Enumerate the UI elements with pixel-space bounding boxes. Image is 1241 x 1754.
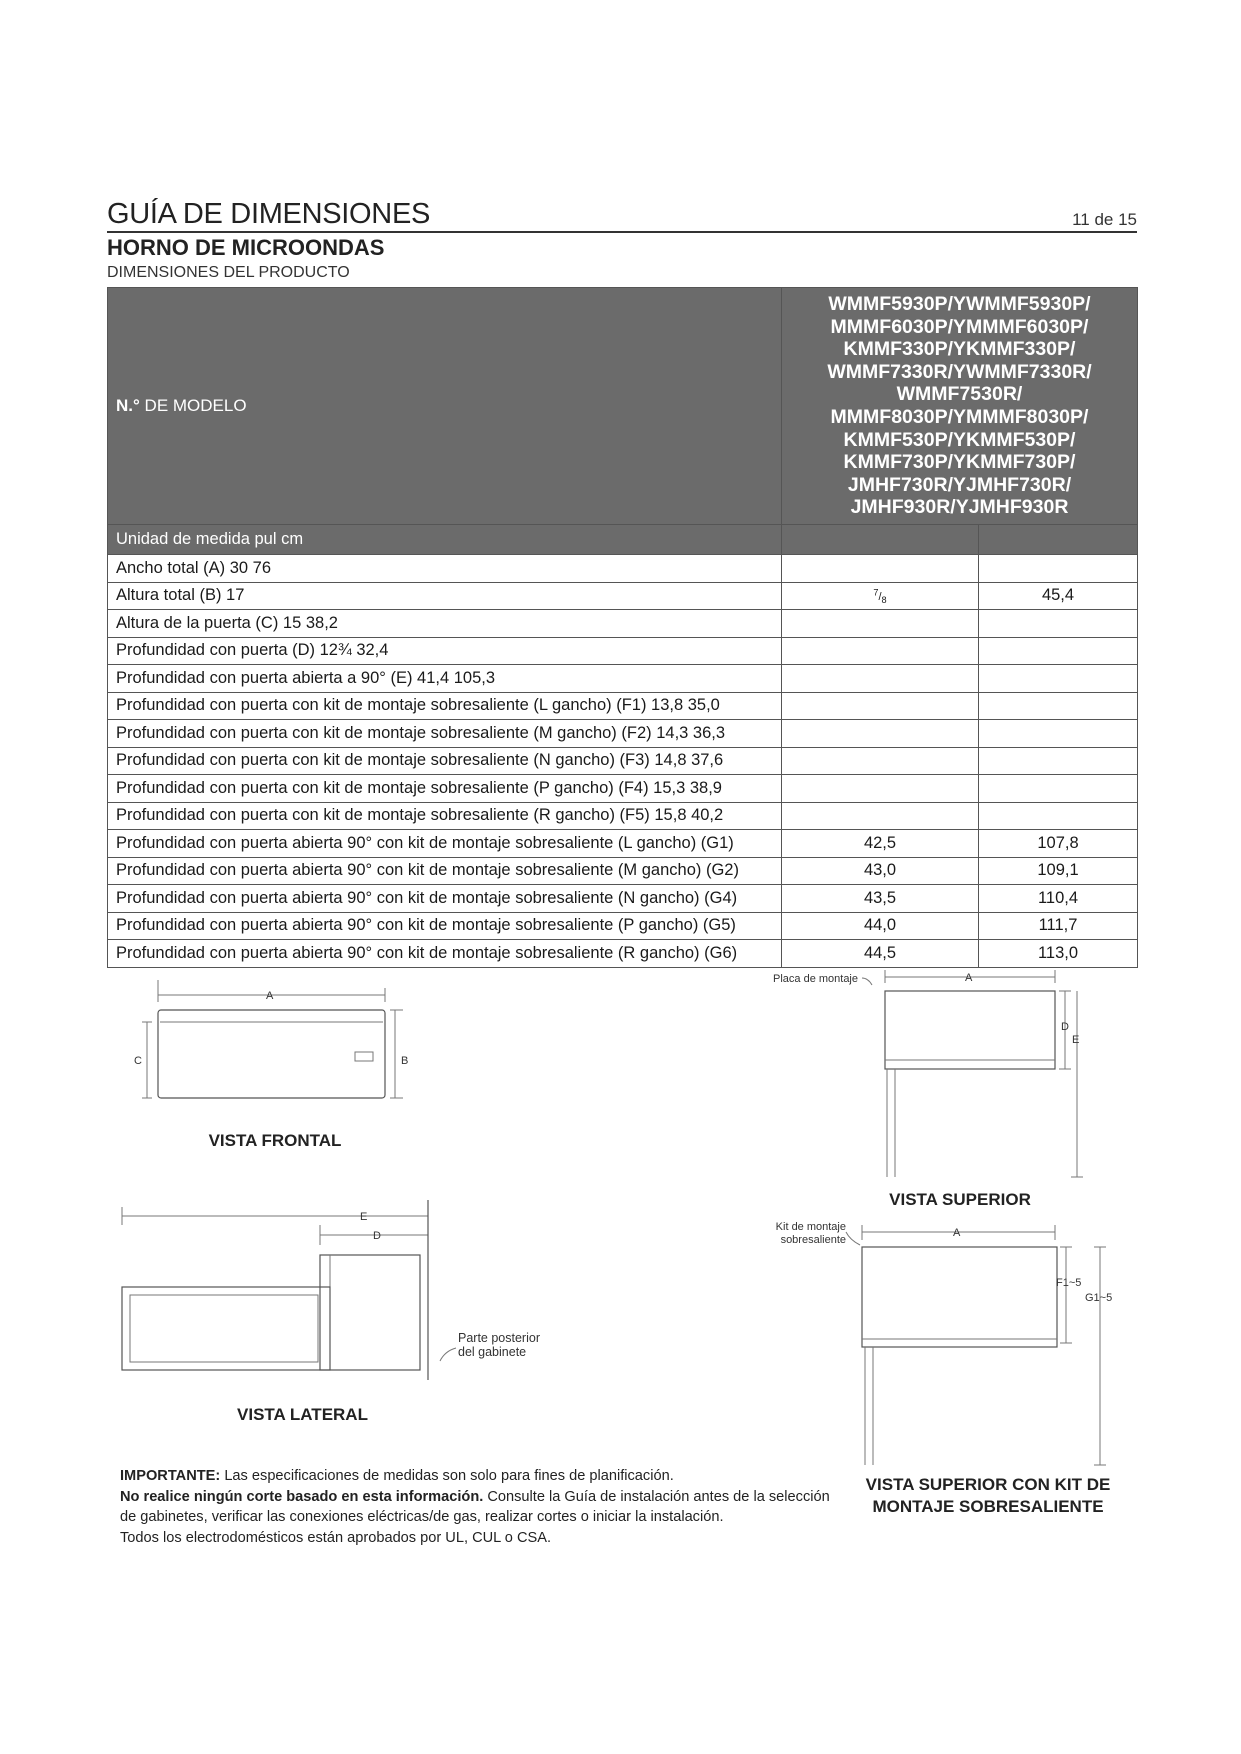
mounting-plate-label: Placa de montaje [773, 973, 858, 985]
cabinet-back-label-1: Parte posterior [458, 1331, 540, 1345]
value-cm: 45,4 [979, 582, 1138, 610]
value-cm [979, 775, 1138, 803]
value-cm [979, 637, 1138, 665]
table-row [108, 692, 1138, 720]
important-note: IMPORTANTE: Las especificaciones de medidas son solo para fines de planificación. [120, 1468, 674, 1484]
value-in [782, 555, 979, 583]
value-in [782, 775, 979, 803]
warning-note: No realice ningún corte basado en esta información. Consulte la Guía de instalación antes de la selección de gabinetes, verificar las conexiones eléctricas/de gas, realizar cortes o iniciar la instalación. [120, 1488, 830, 1525]
value-in [782, 637, 979, 665]
value-cm: 111,7 [979, 912, 1138, 940]
model-name: WMMF7330R/YWMMF7330R/ [827, 360, 1092, 383]
table-row [108, 775, 1138, 803]
row-label: Profundidad con puerta abierta 90° con kit de montaje sobresaliente (P gancho) (G5) [108, 912, 782, 940]
table-row [108, 912, 1138, 940]
table-row [108, 555, 1138, 583]
row-label: Profundidad con puerta abierta a 90° (E) 41,4 105,3 [108, 665, 782, 693]
model-name: JMHF930R/YJMHF930R [850, 496, 1069, 519]
row-label: Profundidad con puerta abierta 90° con kit de montaje sobresaliente (R gancho) (G6) [108, 940, 782, 968]
top-dim-a-label: A [965, 972, 973, 984]
value-in [782, 692, 979, 720]
value-cm [979, 555, 1138, 583]
table-row [108, 747, 1138, 775]
row-label: Profundidad con puerta con kit de montaje sobresaliente (P gancho) (F4) 15,3 38,9 [108, 775, 782, 803]
table-row [108, 885, 1138, 913]
value-cm: 113,0 [979, 940, 1138, 968]
mounting-kit-label-2: sobresaliente [780, 1234, 846, 1246]
value-cm: 109,1 [979, 857, 1138, 885]
row-label: Profundidad con puerta con kit de montaje sobresaliente (R gancho) (F5) 15,8 40,2 [108, 802, 782, 830]
row-label: Profundidad con puerta abierta 90° con kit de montaje sobresaliente (M gancho) (G2) [108, 857, 782, 885]
page-title: GUÍA DE DIMENSIONES [107, 198, 431, 230]
side-dim-e-label: E [360, 1211, 368, 1223]
table-row [108, 857, 1138, 885]
mounting-kit-label-1: Kit de montaje [775, 1221, 846, 1233]
value-in [782, 747, 979, 775]
top-kit-caption-line2: MONTAJE SOBRESALIENTE [872, 1497, 1104, 1516]
row-label: Profundidad con puerta abierta 90° con kit de montaje sobresaliente (N gancho) (G4) [108, 885, 782, 913]
front-dim-b-label: B [401, 1055, 409, 1067]
value-in [782, 610, 979, 638]
model-name: KMMF330P/YKMMF330P/ [843, 338, 1076, 361]
value-in: 43,5 [782, 885, 979, 913]
value-in: 43,0 [782, 857, 979, 885]
value-cm [979, 747, 1138, 775]
page-number: 11 de 15 [1072, 210, 1137, 229]
unit-cell [979, 525, 1138, 555]
value-cm [979, 610, 1138, 638]
row-label: Altura de la puerta (C) 15 38,2 [108, 610, 782, 638]
row-label: Profundidad con puerta (D) 12¾ 32,4 [108, 637, 782, 665]
value-in: 44,5 [782, 940, 979, 968]
row-label: Profundidad con puerta con kit de montaje sobresaliente (N gancho) (F3) 14,8 37,6 [108, 747, 782, 775]
table-row [108, 637, 1138, 665]
kit-dim-a-label: A [953, 1227, 961, 1239]
table-row [108, 582, 1138, 610]
model-list [782, 288, 1138, 525]
section-heading: DIMENSIONES DEL PRODUCTO [107, 264, 350, 281]
unit-row [108, 525, 1138, 555]
product-title: HORNO DE MICROONDAS [107, 235, 385, 260]
model-name: KMMF530P/YKMMF530P/ [843, 428, 1076, 451]
model-name: KMMF730P/YKMMF730P/ [843, 451, 1076, 474]
row-label: Ancho total (A) 30 76 [108, 555, 782, 583]
unit-label: Unidad de medida pul cm [108, 525, 782, 555]
important-notes [120, 1466, 840, 1548]
side-dim-d-label: D [373, 1230, 381, 1242]
top-dim-e-label: E [1072, 1034, 1080, 1046]
top-view-caption: VISTA SUPERIOR [889, 1190, 1031, 1209]
control-panel-icon [355, 1052, 373, 1061]
model-name: WMMF7530R/ [896, 383, 1023, 406]
table-row [108, 802, 1138, 830]
model-name: WMMF5930P/YWMMF5930P/ [828, 293, 1091, 316]
value-cm: 110,4 [979, 885, 1138, 913]
kit-dim-g-label: G1~5 [1085, 1292, 1113, 1304]
front-dim-a-label: A [266, 990, 274, 1002]
value-cm: 107,8 [979, 830, 1138, 858]
value-in [782, 720, 979, 748]
top-kit-view-caption [838, 1474, 1138, 1518]
table-row [108, 940, 1138, 968]
front-dim-c-label: C [134, 1055, 142, 1067]
table-row [108, 610, 1138, 638]
top-kit-caption-line1: VISTA SUPERIOR CON KIT DE [865, 1475, 1111, 1494]
front-view-caption: VISTA FRONTAL [208, 1131, 342, 1150]
model-name: MMMF6030P/YMMMF6030P/ [830, 315, 1089, 338]
row-label: Profundidad con puerta con kit de montaje sobresaliente (L gancho) (F1) 13,8 35,0 [108, 692, 782, 720]
value-in [782, 665, 979, 693]
table-header-row [108, 288, 1138, 525]
approval-note: Todos los electrodomésticos están aprobados por UL, CUL o CSA. [120, 1529, 552, 1546]
row-label: Profundidad con puerta con kit de montaje sobresaliente (M gancho) (F2) 14,3 36,3 [108, 720, 782, 748]
value-cm [979, 802, 1138, 830]
table-row [108, 720, 1138, 748]
model-name: JMHF730R/YJMHF730R/ [847, 473, 1072, 496]
value-cm [979, 665, 1138, 693]
value-cm [979, 720, 1138, 748]
value-in: 44,0 [782, 912, 979, 940]
side-view-diagram [110, 1195, 540, 1390]
row-label: Profundidad con puerta abierta 90° con kit de montaje sobresaliente (L gancho) (G1) [108, 830, 782, 858]
top-kit-view-diagram [750, 1215, 1130, 1485]
table-row [108, 665, 1138, 693]
top-view-diagram [750, 965, 1110, 1190]
front-view-diagram [125, 980, 425, 1130]
table-row [108, 830, 1138, 858]
unit-cell [782, 525, 979, 555]
side-view-caption: VISTA LATERAL [237, 1405, 368, 1424]
value-in: $^7/_8$ [782, 582, 979, 610]
row-label: Altura total (B) 17 [108, 582, 782, 610]
model-number-label: N.° DE MODELO [108, 288, 782, 525]
kit-dim-f-label: F1~5 [1056, 1277, 1082, 1289]
cabinet-back-label-2: del gabinete [458, 1345, 527, 1359]
value-in [782, 802, 979, 830]
value-in: 42,5 [782, 830, 979, 858]
title-divider [107, 231, 1137, 233]
top-dim-d-label: D [1061, 1021, 1069, 1033]
value-cm [979, 692, 1138, 720]
model-name: MMMF8030P/YMMMF8030P/ [830, 406, 1089, 428]
dimensions-table [107, 287, 1138, 968]
